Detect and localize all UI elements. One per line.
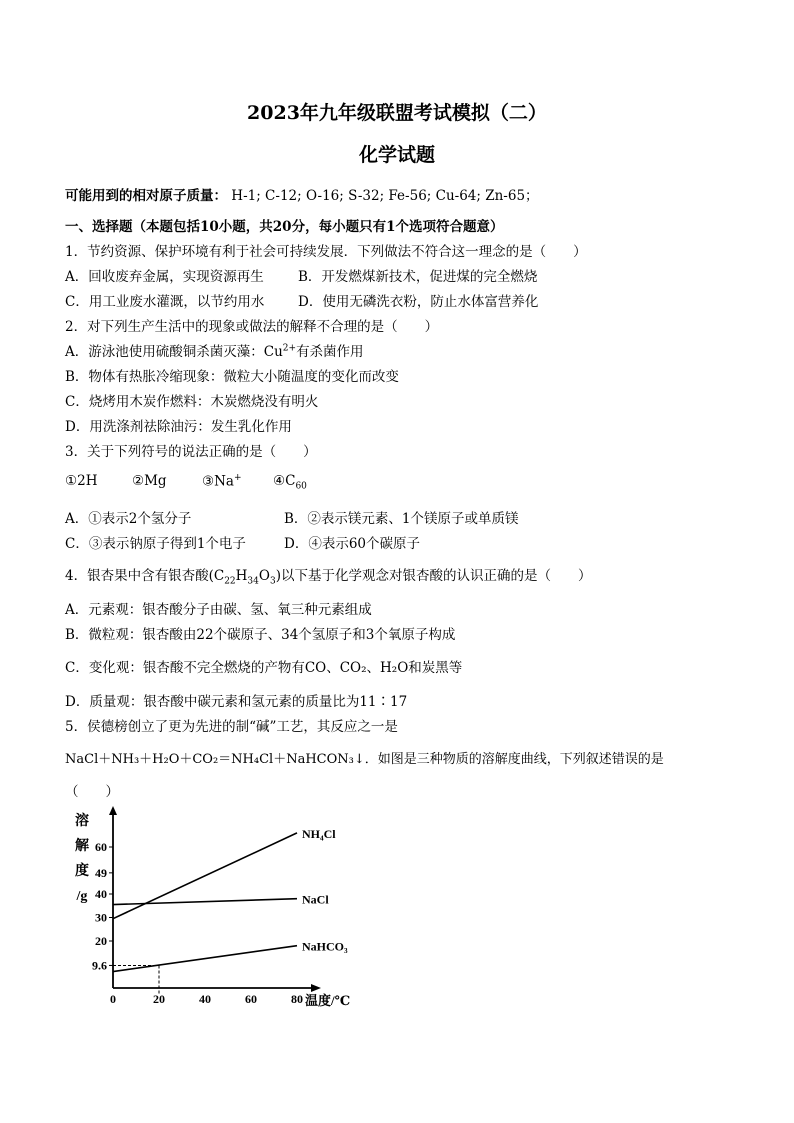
q3-option-a: A．①表示2个氢分子 [65,511,192,527]
q4-option-a: A．元素观：银杏酸分子由碳、氢、氧三种元素组成 [65,602,372,618]
series-line-3 [113,946,297,972]
q4-option-b: B．微粒观：银杏酸由22个碳原子、34个氢原子和3个氧原子构成 [65,627,456,643]
series-label-2: NaCl [302,892,329,907]
q1-option-d: D．使用无磷洗衣粉，防止水体富营养化 [298,294,539,310]
solubility-chart [60,805,380,1015]
q2-option-a-rest: 有杀菌作用 [296,344,364,360]
q1-option-a: A．回收废弃金属，实现资源再生 [65,269,264,285]
q3-symbol-4-subscript: 60 [295,481,307,492]
y-axis-label: 溶 [75,814,89,829]
y-tick-label: 40 [95,887,107,901]
chart-plot-area [75,806,350,1008]
y-axis-label: 度 [75,864,89,879]
series-line-2 [113,899,297,905]
atomic-mass-line [65,184,539,204]
q3-symbol-3-charge: + [233,473,242,483]
q1-option-b: B．开发燃煤新技术，促进煤的完全燃烧 [298,269,538,285]
q3-symbol-3-base: ③Na [202,473,234,490]
q4-o: O [258,568,270,584]
q4-stem [65,564,591,587]
q4-stem-start: 4．银杏果中含有银杏酸(C [65,568,225,584]
q2-stem: 2．对下列生产生活中的现象或做法的解释不合理的是（ ） [65,319,439,335]
q1-stem: 1．节约资源、保护环境有利于社会可持续发展．下列做法不符合这一理念的是（ ） [65,244,587,260]
q5-equation: NaCl＋NH₃＋H₂O＋CO₂＝NH₄Cl＋NaHCON₃↓．如图是三种物质的溶解度曲线，下列叙述错误的是 [65,752,664,767]
atomic-mass-label: 可能用到的相对原子质量： [65,188,227,204]
y-tick-label: 60 [95,840,107,854]
q3-symbol-1: ①2H [65,473,98,489]
q3-option-c: C．③表示钠原子得到1个电子 [65,536,246,552]
q3-option-b: B．②表示镁元素、1个镁原子或单质镁 [284,511,519,527]
q4-sub-c: 22 [224,576,236,587]
series-label-1: NH₄Cl [302,826,336,841]
q4-h: H [235,568,248,584]
q3-symbol-2: ②Mg [132,473,167,489]
q3-symbol-4 [273,473,307,492]
section-heading: 一、选择题（本题包括10小题，共20分，每小题只有1个选项符合题意） [65,219,504,235]
q3-symbol-3 [202,473,242,490]
x-tick-label: 40 [199,992,211,1006]
x-axis-arrow [311,984,321,992]
q4-sub-h: 34 [247,576,259,587]
page-title: 2023年九年级联盟考试模拟（二） [247,102,547,124]
q2-option-b: B．物体有热胀冷缩现象：微粒大小随温度的变化而改变 [65,369,399,385]
q2-option-a [65,340,364,360]
series-label-3: NaHCO₃ [302,939,348,954]
q2-option-a-charge: 2+ [282,343,297,354]
x-tick-label: 80 [291,992,303,1006]
q5-stem: 5．侯德榜创立了更为先进的制“碱”工艺，其反应之一是 [65,719,398,735]
q3-symbol-4-base: ④C [273,473,296,489]
y-axis-arrow [109,806,117,815]
x-axis-label: 温度/℃ [305,993,351,1008]
q3-stem: 3．关于下列符号的说法正确的是（ ） [65,444,317,460]
q3-option-d: D．④表示60个碳原子 [284,536,421,552]
y-tick-label: 20 [95,934,107,948]
y-axis-label: /g [76,889,88,904]
y-axis-label: 解 [75,839,89,854]
q2-option-c: C．烧烤用木炭作燃料：木炭燃烧没有明火 [65,394,319,410]
x-tick-label: 0 [110,992,116,1006]
y-tick-label: 9.6 [92,958,107,973]
q4-option-c: C．变化观：银杏酸不完全燃烧的产物有CO、CO₂、H₂O和炭黑等 [65,660,463,676]
x-tick-label: 60 [245,992,257,1006]
q2-option-a-text: A．游泳池使用硫酸铜杀菌灭藻：Cu [65,344,283,360]
q2-option-d: D．用洗涤剂祛除油污：发生乳化作用 [65,419,292,435]
q4-option-d: D．质量观：银杏酸中碳元素和氢元素的质量比为11∶17 [65,694,408,710]
q5-answer-blank: （ ） [65,784,119,800]
atomic-mass-values: H-1; C-12; O-16; S-32; Fe-56; Cu-64; Zn-65； [231,188,539,204]
q4-stem-end: )以下基于化学观念对银杏酸的认识正确的是（ ） [275,568,592,584]
y-tick-label: 30 [95,910,107,925]
series-line-1 [113,833,297,919]
x-tick-label: 20 [153,992,165,1006]
page-subtitle: 化学试题 [358,144,435,166]
y-tick-label: 49 [95,865,107,880]
q4-sub-o: 3 [269,576,276,587]
q1-option-c: C．用工业废水灌溉，以节约用水 [65,294,265,310]
